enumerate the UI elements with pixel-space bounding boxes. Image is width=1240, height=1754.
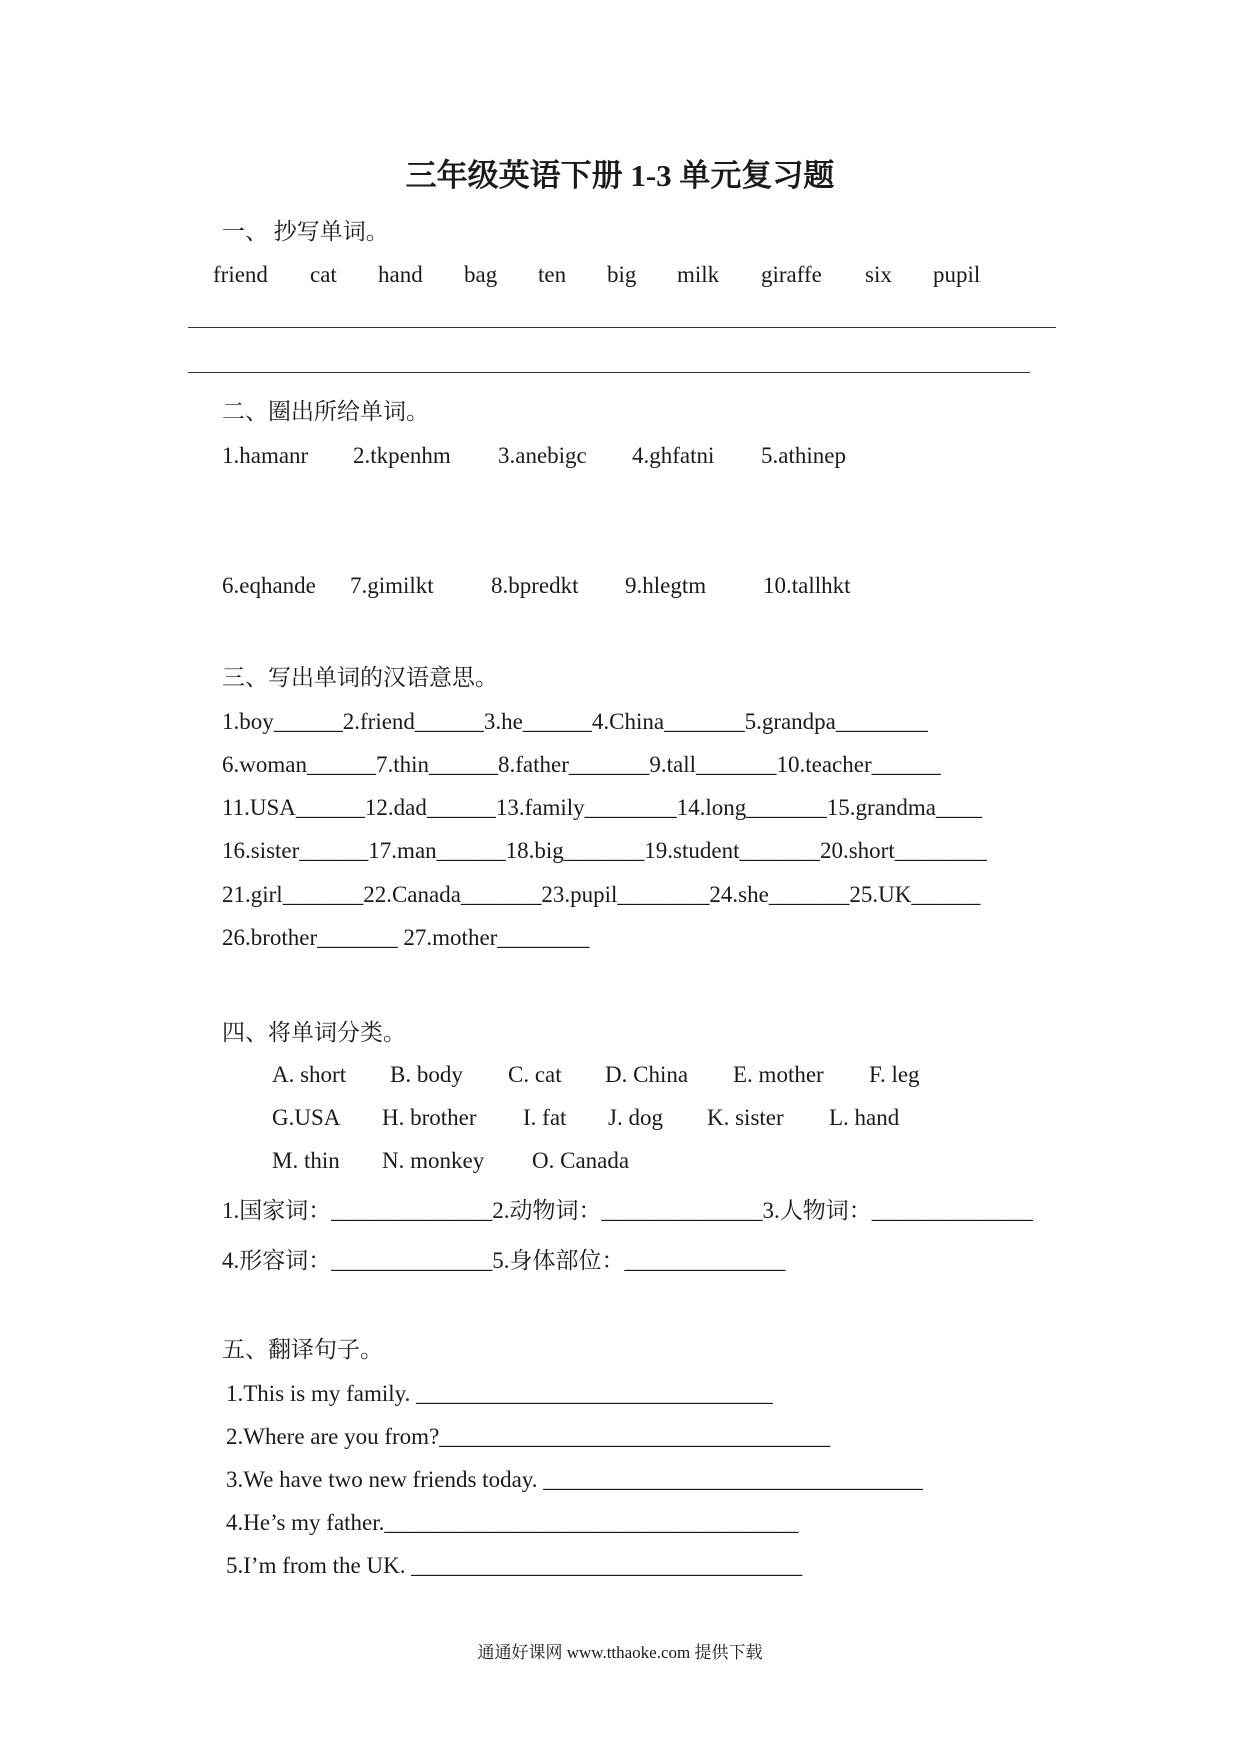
section-2-heading: 二、圈出所给单词。 xyxy=(222,399,429,424)
translate-line: 2.Where are you from?__________________________________ xyxy=(226,1424,831,1449)
copy-word: bag xyxy=(464,262,498,287)
section-3-heading: 三、写出单词的汉语意思。 xyxy=(222,665,498,690)
translate-line: 1.This is my family. _______________________________ xyxy=(226,1381,773,1406)
copy-word: ten xyxy=(538,262,567,287)
section-4-heading: 四、将单词分类。 xyxy=(222,1020,406,1045)
choice-item: I. fat xyxy=(523,1105,567,1130)
copy-word-row xyxy=(0,262,1240,292)
meaning-line: 16.sister______17.man______18.big_______19.student_______20.short________ xyxy=(222,838,987,863)
scramble-item: 10.tallhkt xyxy=(763,573,851,598)
choice-row xyxy=(0,1105,1240,1135)
scramble-item: 2.tkpenhm xyxy=(353,443,451,468)
scramble-item: 9.hlegtm xyxy=(625,573,707,598)
choice-item: E. mother xyxy=(733,1062,824,1087)
meaning-line: 26.brother_______ 27.mother________ xyxy=(222,925,590,950)
section-5-heading: 五、翻译句子。 xyxy=(222,1337,383,1362)
scramble-item: 6.eqhande xyxy=(222,573,316,598)
choice-item: B. body xyxy=(390,1062,463,1087)
choice-row xyxy=(0,1148,1240,1178)
choice-item: D. China xyxy=(605,1062,689,1087)
meaning-line: 1.boy______2.friend______3.he______4.China_______5.grandpa________ xyxy=(222,709,928,734)
footer-credit: 通通好课网 www.tthaoke.com 提供下载 xyxy=(477,1643,763,1662)
copy-word: cat xyxy=(310,262,337,287)
scramble-item: 5.athinep xyxy=(761,443,846,468)
section-1-heading: 一、 抄写单词。 xyxy=(222,219,389,244)
choice-row xyxy=(0,1062,1240,1092)
writing-line xyxy=(188,372,1030,373)
choice-item: J. dog xyxy=(608,1105,663,1130)
translate-line: 3.We have two new friends today. _________________________________ xyxy=(226,1467,923,1492)
meaning-line: 6.woman______7.thin______8.father_______9.tall_______10.teacher______ xyxy=(222,752,941,777)
choice-item: N. monkey xyxy=(382,1148,485,1173)
writing-line xyxy=(188,327,1056,328)
scramble-row xyxy=(0,573,1240,603)
copy-word: friend xyxy=(213,262,268,287)
copy-word: big xyxy=(607,262,637,287)
scramble-item: 1.hamanr xyxy=(222,443,309,468)
choice-item: F. leg xyxy=(869,1062,920,1087)
copy-word: milk xyxy=(677,262,720,287)
copy-word: giraffe xyxy=(761,262,822,287)
translate-line: 4.He’s my father.____________________________________ xyxy=(226,1510,799,1535)
scramble-item: 8.bpredkt xyxy=(491,573,579,598)
choice-item: L. hand xyxy=(829,1105,900,1130)
classify-question: 1.国家词：______________2.动物词：______________3.人物词：______________ xyxy=(222,1198,1033,1223)
choice-item: H. brother xyxy=(382,1105,477,1130)
meaning-line: 11.USA______12.dad______13.family________14.long_______15.grandma____ xyxy=(222,795,983,820)
scramble-item: 7.gimilkt xyxy=(350,573,434,598)
choice-item: A. short xyxy=(272,1062,347,1087)
copy-word: pupil xyxy=(933,262,981,287)
meaning-line: 21.girl_______22.Canada_______23.pupil________24.she_______25.UK______ xyxy=(222,882,981,907)
choice-item: M. thin xyxy=(272,1148,340,1173)
copy-word: hand xyxy=(378,262,423,287)
copy-word: six xyxy=(865,262,892,287)
scramble-item: 4.ghfatni xyxy=(632,443,715,468)
classify-question: 4.形容词：______________5.身体部位：______________ xyxy=(222,1248,786,1273)
translate-line: 5.I’m from the UK. __________________________________ xyxy=(226,1553,803,1578)
choice-item: O. Canada xyxy=(532,1148,630,1173)
choice-item: K. sister xyxy=(707,1105,784,1130)
choice-item: C. cat xyxy=(508,1062,562,1087)
scramble-item: 3.anebigc xyxy=(498,443,587,468)
page-title: 三年级英语下册 1-3 单元复习题 xyxy=(405,158,835,193)
scramble-row xyxy=(0,443,1240,473)
choice-item: G.USA xyxy=(272,1105,341,1130)
